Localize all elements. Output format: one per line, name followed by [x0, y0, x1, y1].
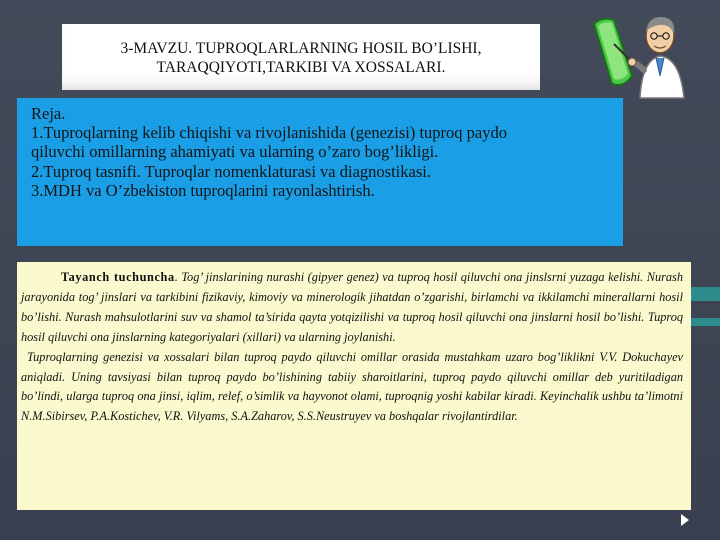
title-line-2: TARAQQIYOTI,TARKIBI VA XOSSALARI.: [156, 59, 446, 76]
title-box: [62, 24, 540, 90]
content-text-box: [17, 262, 691, 510]
slide-title: [113, 33, 490, 81]
plan-box: [17, 98, 623, 246]
plan-item-2: 2.Tuproq tasnifi. Tuproqlar nomenklaturasi va diagnostikasi.: [31, 161, 431, 181]
paragraph-2: [21, 348, 683, 428]
accent-stripe-2: [690, 318, 720, 326]
plan-heading: Reja.: [31, 104, 66, 123]
paragraph-2-text: Tuproqlarning genezisi va xossalari bilan tuproq paydo qiluvchi omillar orasida mustahkam uzaro bog’liklikni V.V. Dokuchayev aniqladi. Uning tavsiyasi bilan tuproq paydo bo’lishining tabiiy sharoitlarini, tuproq paydo qiluvchi omillar deb yuritiladigan bo’lindi, ularga tuproq ona jinsi, iqlim, relef, o’simlik va hayvonot olami, tuproqnig yoshi kabilar kiradi. Keyinchalik ushbu ta’limotni N.M.Sibirsev, P.A.Kostichev, V.R. Vilyams, S.A.Zaharov, S.S.Neustruyev va boshqalar rivojlantirdilar.: [21, 349, 683, 424]
plan-item-1-line-2: qiluvchi omillarning ahamiyati va ularning o’zaro bog’likligi.: [31, 142, 439, 162]
paragraph-1: [21, 268, 683, 348]
play-arrow-icon[interactable]: [681, 514, 689, 526]
key-term: Tayanch tuchuncha: [61, 270, 175, 284]
paragraph-1-text: . Tog’ jinslarining nurashi (gipyer genez) va tuproq hosil qiluvchi ona jinslsrni yuzaga kelishi. Nurash jarayonida tog’ jinslari va tarkibini fizikaviy, kimoviy va minerologik jihatdan o’zgarishi, birlamchi va ikkilamchi minerallarni hosil bo’lishi. Nurash mahsulotlarini suv va shamol ta’sirida qayta yotqizilishi va tuproq hosil qiluvchi ona jinslarni hosil bo’lishi. Tuproq hosil qiluvchi ona jinslarning kategoriyalari (xillari) va ularning joylanishi.: [21, 270, 683, 344]
plan-item-3: 3.MDH va O’zbekiston tuproqlarini rayonlashtirish.: [31, 180, 375, 200]
teacher-with-pointer-icon: [588, 4, 698, 100]
plan-item-1-line-1: 1.Tuproqlarning kelib chiqishi va rivojlanishida (genezisi) tuproq paydo: [31, 123, 507, 143]
title-line-1: 3-MAVZU. TUPROQLARLARNING HOSIL BO’LISHI,: [120, 40, 482, 57]
